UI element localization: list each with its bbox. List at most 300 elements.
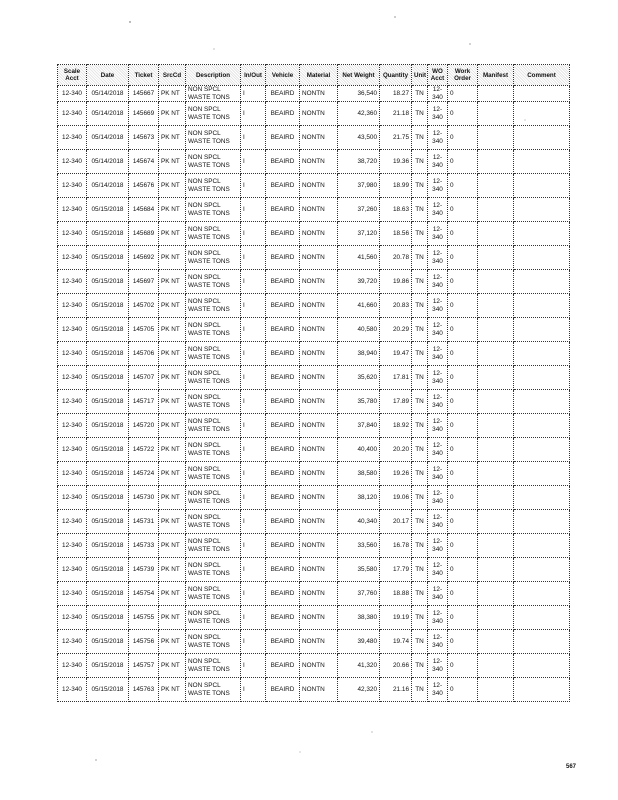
cell-ticket: 145697: [129, 270, 159, 294]
cell-quantity: 18.56: [380, 222, 412, 246]
cell-comment: [514, 270, 570, 294]
cell-in-out: I: [241, 510, 266, 534]
cell-wo-acct: 12-340: [428, 390, 448, 414]
cell-ticket: 145720: [129, 414, 159, 438]
col-header-quantity: Quantity: [380, 65, 412, 86]
cell-ticket: 145755: [129, 606, 159, 630]
cell-vehicle: BEAIRD: [266, 414, 300, 438]
cell-net-weight: 43,500: [338, 126, 380, 150]
table-row: [58, 342, 570, 366]
cell-work-order: 0: [448, 198, 478, 222]
cell-work-order: 0: [448, 294, 478, 318]
table-row: [58, 174, 570, 198]
cell-in-out: I: [241, 174, 266, 198]
cell-description: NON SPCL WASTE TONS: [186, 174, 241, 198]
cell-comment: [514, 366, 570, 390]
table-row: [58, 294, 570, 318]
cell-manifest: [478, 438, 514, 462]
cell-vehicle: BEAIRD: [266, 126, 300, 150]
cell-src-code: PK NT: [159, 150, 186, 174]
cell-date: 05/14/2018: [87, 102, 129, 126]
table-row: [58, 198, 570, 222]
cell-scale-acct: 12-340: [58, 318, 87, 342]
cell-wo-acct: 12-340: [428, 630, 448, 654]
cell-work-order: 0: [448, 318, 478, 342]
cell-net-weight: 35,620: [338, 366, 380, 390]
cell-work-order: 0: [448, 342, 478, 366]
cell-ticket: 145757: [129, 654, 159, 678]
cell-scale-acct: 12-340: [58, 390, 87, 414]
cell-description: NON SPCL WASTE TONS: [186, 510, 241, 534]
cell-net-weight: 37,840: [338, 414, 380, 438]
cell-net-weight: 42,360: [338, 102, 380, 126]
cell-in-out: I: [241, 294, 266, 318]
cell-manifest: [478, 342, 514, 366]
cell-date: 05/15/2018: [87, 438, 129, 462]
cell-wo-acct: 12-340: [428, 102, 448, 126]
table-row: [58, 222, 570, 246]
cell-ticket: 145702: [129, 294, 159, 318]
cell-unit: TN: [412, 102, 428, 126]
cell-quantity: 19.47: [380, 342, 412, 366]
cell-vehicle: BEAIRD: [266, 246, 300, 270]
cell-in-out: I: [241, 630, 266, 654]
cell-description: NON SPCL WASTE TONS: [186, 342, 241, 366]
cell-ticket: 145674: [129, 150, 159, 174]
cell-work-order: 0: [448, 510, 478, 534]
table-row: [58, 438, 570, 462]
cell-ticket: 145730: [129, 486, 159, 510]
cell-src-code: PK NT: [159, 414, 186, 438]
cell-comment: [514, 102, 570, 126]
cell-wo-acct: 12-340: [428, 462, 448, 486]
cell-in-out: I: [241, 270, 266, 294]
cell-quantity: 18.92: [380, 414, 412, 438]
cell-scale-acct: 12-340: [58, 558, 87, 582]
cell-unit: TN: [412, 558, 428, 582]
cell-material: NONTN: [300, 294, 338, 318]
cell-date: 05/15/2018: [87, 582, 129, 606]
col-header-scale-acct: Scale Acct: [58, 65, 87, 86]
cell-ticket: 145689: [129, 222, 159, 246]
cell-unit: TN: [412, 198, 428, 222]
cell-work-order: 0: [448, 582, 478, 606]
cell-date: 05/15/2018: [87, 270, 129, 294]
cell-manifest: [478, 294, 514, 318]
cell-manifest: [478, 150, 514, 174]
table-row: [58, 366, 570, 390]
cell-date: 05/15/2018: [87, 486, 129, 510]
cell-in-out: I: [241, 222, 266, 246]
cell-src-code: PK NT: [159, 294, 186, 318]
cell-comment: [514, 294, 570, 318]
table-row: [58, 102, 570, 126]
cell-wo-acct: 12-340: [428, 318, 448, 342]
cell-in-out: I: [241, 414, 266, 438]
cell-date: 05/15/2018: [87, 318, 129, 342]
cell-net-weight: 41,660: [338, 294, 380, 318]
cell-vehicle: BEAIRD: [266, 390, 300, 414]
cell-work-order: 0: [448, 606, 478, 630]
cell-date: 05/15/2018: [87, 678, 129, 702]
cell-net-weight: 40,400: [338, 438, 380, 462]
cell-vehicle: BEAIRD: [266, 486, 300, 510]
page-number: 567: [565, 764, 576, 770]
cell-scale-acct: 12-340: [58, 630, 87, 654]
cell-src-code: PK NT: [159, 174, 186, 198]
col-header-wo-acct: WO Acct: [428, 65, 448, 86]
cell-scale-acct: 12-340: [58, 510, 87, 534]
cell-ticket: 145717: [129, 390, 159, 414]
cell-material: NONTN: [300, 246, 338, 270]
cell-description: NON SPCL WASTE TONS: [186, 198, 241, 222]
cell-src-code: PK NT: [159, 486, 186, 510]
cell-date: 05/15/2018: [87, 294, 129, 318]
cell-scale-acct: 12-340: [58, 174, 87, 198]
cell-wo-acct: 12-340: [428, 246, 448, 270]
cell-quantity: 16.78: [380, 534, 412, 558]
cell-src-code: PK NT: [159, 86, 186, 102]
col-header-date: Date: [87, 65, 129, 86]
cell-scale-acct: 12-340: [58, 222, 87, 246]
cell-manifest: [478, 270, 514, 294]
cell-work-order: 0: [448, 366, 478, 390]
cell-scale-acct: 12-340: [58, 126, 87, 150]
cell-wo-acct: 12-340: [428, 174, 448, 198]
cell-description: NON SPCL WASTE TONS: [186, 86, 241, 102]
cell-comment: [514, 462, 570, 486]
cell-material: NONTN: [300, 654, 338, 678]
cell-src-code: PK NT: [159, 630, 186, 654]
cell-work-order: 0: [448, 630, 478, 654]
cell-material: NONTN: [300, 150, 338, 174]
table-row: [58, 246, 570, 270]
cell-quantity: 17.81: [380, 366, 412, 390]
cell-work-order: 0: [448, 534, 478, 558]
cell-wo-acct: 12-340: [428, 150, 448, 174]
header-row: [58, 65, 570, 86]
cell-unit: TN: [412, 270, 428, 294]
cell-in-out: I: [241, 126, 266, 150]
cell-comment: [514, 486, 570, 510]
cell-material: NONTN: [300, 630, 338, 654]
cell-in-out: I: [241, 390, 266, 414]
cell-src-code: PK NT: [159, 102, 186, 126]
table-row: [58, 126, 570, 150]
cell-description: NON SPCL WASTE TONS: [186, 126, 241, 150]
cell-work-order: 0: [448, 654, 478, 678]
cell-scale-acct: 12-340: [58, 342, 87, 366]
cell-vehicle: BEAIRD: [266, 366, 300, 390]
cell-net-weight: 38,580: [338, 462, 380, 486]
cell-wo-acct: 12-340: [428, 294, 448, 318]
cell-vehicle: BEAIRD: [266, 654, 300, 678]
cell-in-out: I: [241, 486, 266, 510]
cell-comment: [514, 510, 570, 534]
cell-scale-acct: 12-340: [58, 606, 87, 630]
cell-manifest: [478, 102, 514, 126]
cell-ticket: 145722: [129, 438, 159, 462]
cell-net-weight: 42,320: [338, 678, 380, 702]
cell-date: 05/15/2018: [87, 198, 129, 222]
cell-date: 05/14/2018: [87, 126, 129, 150]
cell-unit: TN: [412, 630, 428, 654]
cell-material: NONTN: [300, 198, 338, 222]
cell-work-order: 0: [448, 86, 478, 102]
cell-src-code: PK NT: [159, 270, 186, 294]
cell-quantity: 18.99: [380, 174, 412, 198]
cell-scale-acct: 12-340: [58, 486, 87, 510]
cell-date: 05/15/2018: [87, 222, 129, 246]
cell-unit: TN: [412, 342, 428, 366]
cell-unit: TN: [412, 222, 428, 246]
cell-unit: TN: [412, 318, 428, 342]
table-row: [58, 270, 570, 294]
cell-description: NON SPCL WASTE TONS: [186, 654, 241, 678]
cell-scale-acct: 12-340: [58, 102, 87, 126]
cell-wo-acct: 12-340: [428, 222, 448, 246]
cell-in-out: I: [241, 462, 266, 486]
cell-ticket: 145692: [129, 246, 159, 270]
cell-quantity: 18.27: [380, 86, 412, 102]
cell-material: NONTN: [300, 174, 338, 198]
cell-vehicle: BEAIRD: [266, 438, 300, 462]
cell-quantity: 17.79: [380, 558, 412, 582]
cell-wo-acct: 12-340: [428, 510, 448, 534]
cell-description: NON SPCL WASTE TONS: [186, 366, 241, 390]
cell-ticket: 145667: [129, 86, 159, 102]
cell-wo-acct: 12-340: [428, 654, 448, 678]
cell-src-code: PK NT: [159, 198, 186, 222]
cell-scale-acct: 12-340: [58, 270, 87, 294]
cell-description: NON SPCL WASTE TONS: [186, 558, 241, 582]
cell-description: NON SPCL WASTE TONS: [186, 534, 241, 558]
cell-description: NON SPCL WASTE TONS: [186, 246, 241, 270]
cell-work-order: 0: [448, 126, 478, 150]
cell-material: NONTN: [300, 582, 338, 606]
col-header-ticket: Ticket: [129, 65, 159, 86]
cell-work-order: 0: [448, 270, 478, 294]
cell-work-order: 0: [448, 174, 478, 198]
cell-in-out: I: [241, 534, 266, 558]
table-row: [58, 150, 570, 174]
cell-vehicle: BEAIRD: [266, 198, 300, 222]
cell-vehicle: BEAIRD: [266, 174, 300, 198]
table-row: [58, 390, 570, 414]
cell-ticket: 145676: [129, 174, 159, 198]
cell-src-code: PK NT: [159, 654, 186, 678]
cell-net-weight: 39,720: [338, 270, 380, 294]
cell-net-weight: 38,940: [338, 342, 380, 366]
cell-scale-acct: 12-340: [58, 654, 87, 678]
cell-src-code: PK NT: [159, 342, 186, 366]
cell-material: NONTN: [300, 222, 338, 246]
cell-manifest: [478, 174, 514, 198]
cell-date: 05/15/2018: [87, 390, 129, 414]
cell-net-weight: 38,720: [338, 150, 380, 174]
cell-comment: [514, 342, 570, 366]
cell-comment: [514, 198, 570, 222]
cell-unit: TN: [412, 174, 428, 198]
cell-unit: TN: [412, 414, 428, 438]
cell-manifest: [478, 318, 514, 342]
col-header-comment: Comment: [514, 65, 570, 86]
cell-in-out: I: [241, 246, 266, 270]
cell-work-order: 0: [448, 390, 478, 414]
cell-comment: [514, 174, 570, 198]
col-header-work-order: Work Order: [448, 65, 478, 86]
cell-comment: [514, 246, 570, 270]
cell-wo-acct: 12-340: [428, 342, 448, 366]
table-row: [58, 678, 570, 702]
cell-comment: [514, 582, 570, 606]
cell-manifest: [478, 678, 514, 702]
cell-unit: TN: [412, 654, 428, 678]
cell-unit: TN: [412, 86, 428, 102]
cell-description: NON SPCL WASTE TONS: [186, 294, 241, 318]
cell-quantity: 20.66: [380, 654, 412, 678]
cell-ticket: 145754: [129, 582, 159, 606]
cell-scale-acct: 12-340: [58, 198, 87, 222]
cell-work-order: 0: [448, 150, 478, 174]
cell-material: NONTN: [300, 270, 338, 294]
cell-unit: TN: [412, 126, 428, 150]
table-row: [58, 318, 570, 342]
cell-description: NON SPCL WASTE TONS: [186, 462, 241, 486]
cell-description: NON SPCL WASTE TONS: [186, 438, 241, 462]
cell-ticket: 145705: [129, 318, 159, 342]
cell-vehicle: BEAIRD: [266, 270, 300, 294]
cell-ticket: 145763: [129, 678, 159, 702]
cell-quantity: 21.75: [380, 126, 412, 150]
cell-ticket: 145731: [129, 510, 159, 534]
cell-vehicle: BEAIRD: [266, 558, 300, 582]
cell-material: NONTN: [300, 102, 338, 126]
cell-unit: TN: [412, 606, 428, 630]
cell-in-out: I: [241, 198, 266, 222]
cell-description: NON SPCL WASTE TONS: [186, 630, 241, 654]
cell-unit: TN: [412, 582, 428, 606]
cell-comment: [514, 630, 570, 654]
cell-quantity: 20.17: [380, 510, 412, 534]
cell-unit: TN: [412, 486, 428, 510]
cell-manifest: [478, 126, 514, 150]
cell-comment: [514, 390, 570, 414]
cell-work-order: 0: [448, 678, 478, 702]
col-header-unit: Unit: [412, 65, 428, 86]
cell-vehicle: BEAIRD: [266, 150, 300, 174]
cell-description: NON SPCL WASTE TONS: [186, 222, 241, 246]
cell-comment: [514, 678, 570, 702]
cell-src-code: PK NT: [159, 246, 186, 270]
cell-net-weight: 40,340: [338, 510, 380, 534]
cell-quantity: 19.74: [380, 630, 412, 654]
cell-date: 05/15/2018: [87, 342, 129, 366]
cell-work-order: 0: [448, 486, 478, 510]
cell-manifest: [478, 558, 514, 582]
cell-date: 05/15/2018: [87, 510, 129, 534]
cell-src-code: PK NT: [159, 510, 186, 534]
cell-scale-acct: 12-340: [58, 582, 87, 606]
cell-comment: [514, 150, 570, 174]
cell-work-order: 0: [448, 222, 478, 246]
cell-manifest: [478, 222, 514, 246]
cell-ticket: 145756: [129, 630, 159, 654]
cell-unit: TN: [412, 510, 428, 534]
cell-unit: TN: [412, 390, 428, 414]
cell-material: NONTN: [300, 366, 338, 390]
cell-net-weight: 35,580: [338, 558, 380, 582]
cell-quantity: 20.20: [380, 438, 412, 462]
cell-src-code: PK NT: [159, 606, 186, 630]
cell-src-code: PK NT: [159, 318, 186, 342]
cell-date: 05/15/2018: [87, 366, 129, 390]
table-body: [58, 86, 570, 702]
cell-src-code: PK NT: [159, 462, 186, 486]
cell-material: NONTN: [300, 414, 338, 438]
cell-net-weight: 33,560: [338, 534, 380, 558]
cell-in-out: I: [241, 606, 266, 630]
cell-quantity: 21.16: [380, 678, 412, 702]
cell-wo-acct: 12-340: [428, 438, 448, 462]
cell-scale-acct: 12-340: [58, 438, 87, 462]
cell-net-weight: 41,320: [338, 654, 380, 678]
cell-scale-acct: 12-340: [58, 150, 87, 174]
cell-material: NONTN: [300, 86, 338, 102]
cell-vehicle: BEAIRD: [266, 606, 300, 630]
cell-vehicle: BEAIRD: [266, 102, 300, 126]
cell-wo-acct: 12-340: [428, 534, 448, 558]
cell-scale-acct: 12-340: [58, 534, 87, 558]
cell-in-out: I: [241, 654, 266, 678]
cell-ticket: 145673: [129, 126, 159, 150]
cell-wo-acct: 12-340: [428, 198, 448, 222]
cell-date: 05/15/2018: [87, 630, 129, 654]
cell-work-order: 0: [448, 462, 478, 486]
cell-ticket: 145739: [129, 558, 159, 582]
cell-unit: TN: [412, 294, 428, 318]
cell-comment: [514, 438, 570, 462]
cell-ticket: 145684: [129, 198, 159, 222]
cell-vehicle: BEAIRD: [266, 510, 300, 534]
cell-in-out: I: [241, 102, 266, 126]
cell-in-out: I: [241, 86, 266, 102]
cell-wo-acct: 12-340: [428, 414, 448, 438]
table-row: [58, 534, 570, 558]
cell-description: NON SPCL WASTE TONS: [186, 414, 241, 438]
cell-description: NON SPCL WASTE TONS: [186, 390, 241, 414]
cell-manifest: [478, 414, 514, 438]
cell-material: NONTN: [300, 534, 338, 558]
cell-material: NONTN: [300, 342, 338, 366]
cell-material: NONTN: [300, 486, 338, 510]
cell-manifest: [478, 534, 514, 558]
cell-scale-acct: 12-340: [58, 678, 87, 702]
cell-src-code: PK NT: [159, 366, 186, 390]
cell-wo-acct: 12-340: [428, 270, 448, 294]
cell-quantity: 21.18: [380, 102, 412, 126]
cell-quantity: 20.78: [380, 246, 412, 270]
table-row: [58, 654, 570, 678]
cell-work-order: 0: [448, 246, 478, 270]
cell-net-weight: 40,580: [338, 318, 380, 342]
cell-quantity: 19.19: [380, 606, 412, 630]
table-row: [58, 86, 570, 102]
table-row: [58, 582, 570, 606]
cell-comment: [514, 606, 570, 630]
cell-manifest: [478, 198, 514, 222]
cell-net-weight: 37,120: [338, 222, 380, 246]
